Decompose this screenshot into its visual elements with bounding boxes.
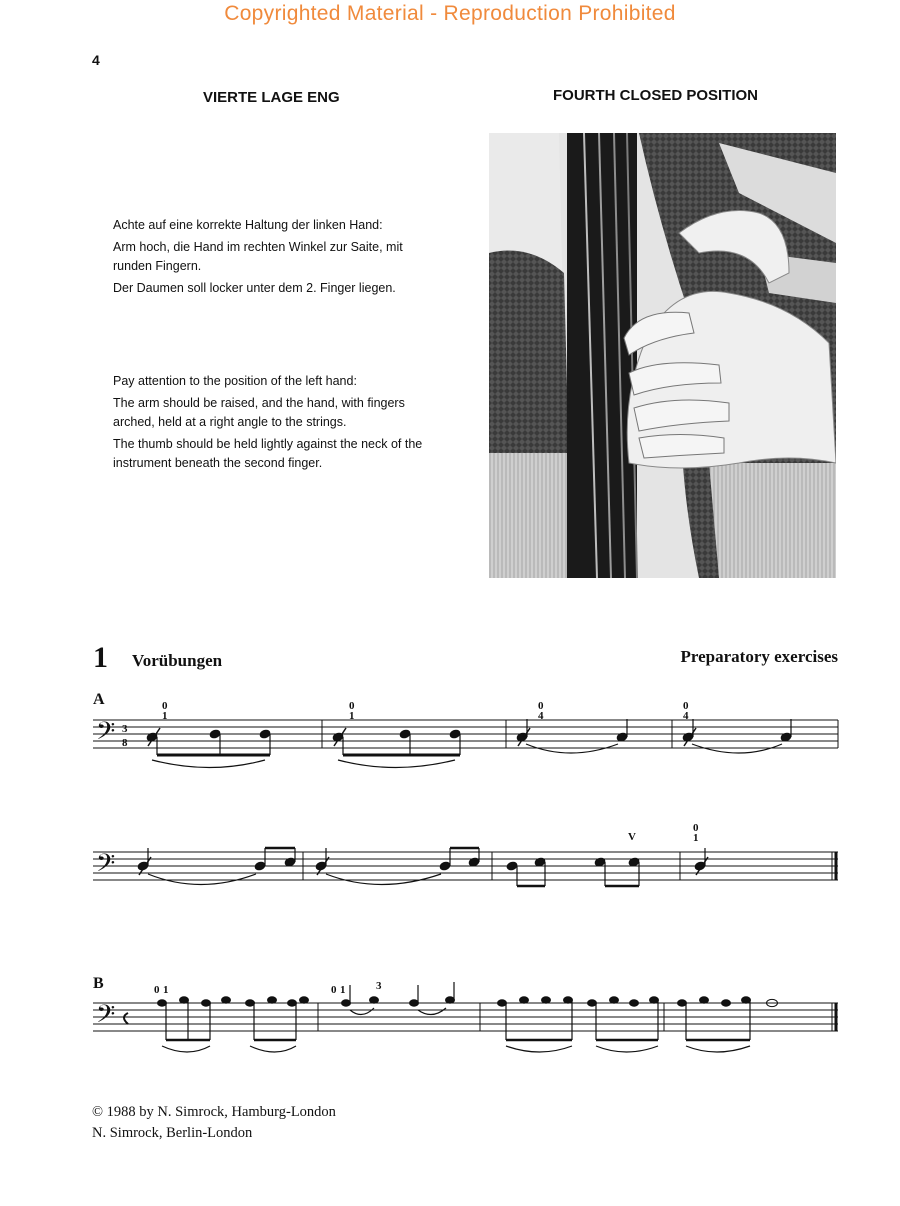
instruction-de-2: Arm hoch, die Hand im rechten Winkel zur Saite, mit runden Fingern. (113, 240, 403, 273)
fingering-mark: 1 (693, 832, 699, 844)
fingering-mark: 0 (162, 700, 168, 712)
copyright-line-2: N. Simrock, Berlin-London (92, 1125, 253, 1141)
instructions-english (113, 372, 443, 476)
hand-position-photo (489, 133, 836, 578)
copyright-line-1: © 1988 by N. Simrock, Hamburg-London (92, 1104, 336, 1120)
fingering-mark: 0 (349, 700, 355, 712)
fingering-mark: 1 (163, 984, 169, 996)
exercise-title-german: Vorübungen (132, 651, 223, 670)
section-b-label: B (93, 975, 104, 992)
fingering-mark: 0 (693, 822, 699, 834)
fingering-mark: 3 (376, 980, 382, 992)
fingering-mark: 4 (683, 710, 689, 722)
common-time-icon (124, 1013, 128, 1024)
fingering-mark: 4 (538, 710, 544, 722)
fingering-mark: 1 (162, 710, 168, 722)
exercise-number: 1 (93, 641, 108, 674)
page-number: 4 (92, 52, 100, 68)
staff-line-a2 (93, 852, 838, 880)
fingering-mark: 0 (331, 984, 337, 996)
staff-line-a1 (93, 720, 838, 748)
bass-clef-icon: 𝄢 (96, 849, 116, 884)
bass-clef-icon: 𝄢 (96, 1000, 116, 1035)
instruction-de-1: Achte auf eine korrekte Haltung der linken Hand: (113, 218, 383, 232)
instruction-en-3: The thumb should be held lightly against the neck of the instrument beneath the second finger. (113, 437, 423, 470)
instruction-en-2: The arm should be raised, and the hand, with fingers arched, held at a right angle to the strings. (113, 396, 405, 429)
fingering-mark: 0 (538, 700, 544, 712)
time-signature-bottom: 8 (122, 737, 128, 749)
watermark-banner: Copyrighted Material - Reproduction Prohibited (224, 2, 676, 25)
exercise-title-english: Preparatory exercises (680, 647, 838, 666)
time-signature-top: 3 (122, 723, 128, 735)
fingering-mark: 0 (683, 700, 689, 712)
title-german: VIERTE LAGE ENG (203, 89, 340, 106)
instruction-de-3: Der Daumen soll locker unter dem 2. Finger liegen. (113, 281, 396, 295)
copyright-notice (92, 1102, 336, 1144)
fingering-mark: 1 (349, 710, 355, 722)
section-a-label: A (93, 691, 105, 708)
staff-line-b (93, 1003, 838, 1031)
bow-mark: V (628, 831, 636, 843)
instruction-en-1: Pay attention to the position of the left hand: (113, 374, 357, 388)
fingering-mark: 1 (340, 984, 346, 996)
instructions-german (113, 216, 443, 301)
fingering-mark: 0 (154, 984, 160, 996)
bass-clef-icon: 𝄢 (96, 717, 116, 752)
title-english: FOURTH CLOSED POSITION (553, 87, 759, 104)
